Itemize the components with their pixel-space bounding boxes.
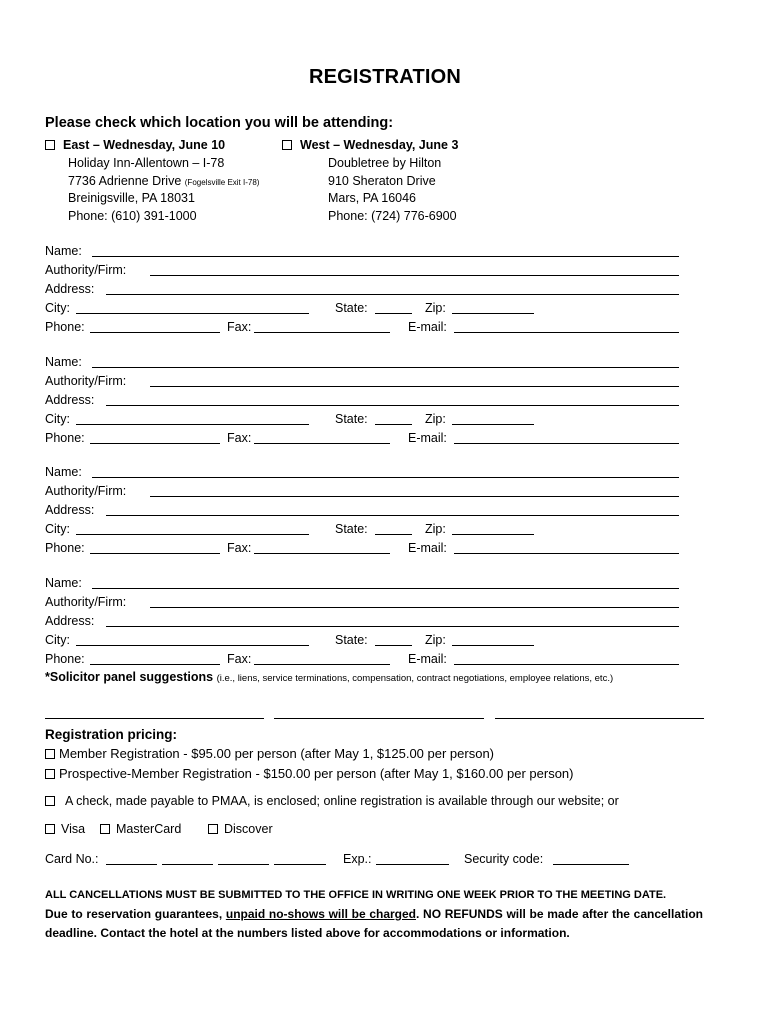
phone-field[interactable] [90, 443, 220, 444]
east-city: Breinigsville, PA 18031 [68, 191, 195, 205]
form-row [0, 574, 770, 592]
form-row [0, 299, 770, 317]
address-field[interactable] [106, 405, 679, 406]
prospective-registration-option[interactable] [45, 766, 573, 781]
west-street: 910 Sheraton Drive [328, 174, 436, 188]
zip-field[interactable] [452, 313, 534, 314]
phone-field[interactable] [90, 664, 220, 665]
authority-label: Authority/Firm: [45, 595, 127, 609]
name-label: Name: [45, 244, 82, 258]
card-no-label: Card No.: [45, 852, 99, 866]
check-payment-option[interactable] [45, 794, 619, 808]
mastercard-option[interactable] [100, 822, 181, 836]
email-label: E-mail: [408, 320, 447, 334]
east-street [68, 173, 259, 191]
west-location-option[interactable] [282, 137, 458, 154]
zip-label: Zip: [425, 412, 446, 426]
card-no-field-4[interactable] [274, 864, 326, 865]
email-label: E-mail: [408, 431, 447, 445]
authority-label: Authority/Firm: [45, 263, 127, 277]
form-row [0, 391, 770, 409]
state-field[interactable] [375, 313, 412, 314]
pricing-heading: Registration pricing: [45, 727, 178, 742]
address-label: Address: [45, 393, 95, 407]
west-phone: Phone: (724) 776-6900 [328, 209, 457, 223]
state-label: State: [335, 522, 368, 536]
authority-label: Authority/Firm: [45, 374, 127, 388]
authority-field[interactable] [150, 275, 679, 276]
form-row [0, 463, 770, 481]
city-field[interactable] [76, 534, 309, 535]
east-phone: Phone: (610) 391-1000 [68, 209, 197, 223]
form-row [0, 482, 770, 500]
address-label: Address: [45, 503, 95, 517]
form-row [0, 280, 770, 298]
solicitor-label: *Solicitor panel suggestions [45, 670, 214, 684]
city-label: City: [45, 633, 70, 647]
fax-field[interactable] [254, 553, 390, 554]
city-label: City: [45, 301, 70, 315]
authority-field[interactable] [150, 386, 679, 387]
form-row [0, 429, 770, 447]
phone-field[interactable] [90, 332, 220, 333]
fax-label: Fax: [227, 320, 252, 334]
east-street-text: 7736 Adrienne Drive [68, 174, 182, 188]
email-label: E-mail: [408, 541, 447, 555]
west-city: Mars, PA 16046 [328, 191, 417, 205]
phone-label: Phone: [45, 431, 85, 445]
form-row [0, 539, 770, 557]
phone-label: Phone: [45, 320, 85, 334]
east-location-option[interactable] [45, 137, 225, 154]
form-row [0, 520, 770, 538]
city-label: City: [45, 522, 70, 536]
fax-field[interactable] [254, 664, 390, 665]
zip-label: Zip: [425, 301, 446, 315]
suggestion-line-2[interactable] [274, 718, 484, 719]
email-field[interactable] [454, 443, 679, 444]
security-code-label: Security code: [464, 852, 544, 866]
card-row [0, 850, 770, 868]
form-row [0, 631, 770, 649]
form-row [0, 353, 770, 371]
city-field[interactable] [76, 424, 309, 425]
email-field[interactable] [454, 664, 679, 665]
member-registration-option[interactable] [45, 746, 494, 761]
suggestion-line-1[interactable] [45, 718, 264, 719]
name-field[interactable] [92, 477, 679, 478]
address-field[interactable] [106, 626, 679, 627]
member-label: Member Registration - $95.00 per person (after May 1, $125.00 per person) [59, 746, 495, 761]
check-checkbox[interactable] [45, 796, 55, 806]
security-code-field[interactable] [553, 864, 629, 865]
card-no-field-2[interactable] [162, 864, 213, 865]
visa-checkbox[interactable] [45, 824, 55, 834]
page-title: REGISTRATION [308, 66, 462, 88]
email-field[interactable] [454, 332, 679, 333]
zip-field[interactable] [452, 645, 534, 646]
address-label: Address: [45, 614, 95, 628]
discover-option[interactable] [208, 822, 273, 836]
city-field[interactable] [76, 645, 309, 646]
state-label: State: [335, 301, 368, 315]
form-row [0, 501, 770, 519]
zip-label: Zip: [425, 522, 446, 536]
visa-option[interactable] [45, 822, 85, 836]
location-prompt: Please check which location you will be attending: [45, 115, 394, 131]
zip-field[interactable] [452, 424, 534, 425]
city-field[interactable] [76, 313, 309, 314]
state-label: State: [335, 412, 368, 426]
cancellation-notice: ALL CANCELLATIONS MUST BE SUBMITTED TO THE OFFICE IN WRITING ONE WEEK PRIOR TO THE MEETING DATE. [45, 889, 667, 901]
no-show-charge-text: unpaid no-shows will be charged [225, 907, 417, 921]
east-checkbox[interactable] [45, 140, 55, 150]
fax-field[interactable] [254, 332, 390, 333]
form-row [0, 593, 770, 611]
card-no-field-3[interactable] [218, 864, 269, 865]
solicitor-suggestions [45, 670, 613, 684]
exp-label: Exp.: [343, 852, 372, 866]
west-heading: West – Wednesday, June 3 [300, 138, 459, 152]
east-venue: Holiday Inn-Allentown – I-78 [68, 156, 225, 170]
west-venue: Doubletree by Hilton [328, 156, 442, 170]
cancellation-policy [45, 905, 703, 944]
authority-label: Authority/Firm: [45, 484, 127, 498]
form-row [0, 650, 770, 668]
discover-checkbox[interactable] [208, 824, 218, 834]
phone-label: Phone: [45, 541, 85, 555]
name-field[interactable] [92, 367, 679, 368]
name-label: Name: [45, 576, 82, 590]
address-field[interactable] [106, 294, 679, 295]
mastercard-label: MasterCard [116, 822, 182, 836]
form-row [0, 372, 770, 390]
fax-label: Fax: [227, 431, 252, 445]
member-checkbox[interactable] [45, 749, 55, 759]
fax-field[interactable] [254, 443, 390, 444]
mastercard-checkbox[interactable] [100, 824, 110, 834]
card-no-field-1[interactable] [106, 864, 157, 865]
name-label: Name: [45, 355, 82, 369]
suggestion-line-3[interactable] [495, 718, 704, 719]
cancellation-part-b: . NO REFUNDS will be made after the cancellation deadline. Contact the hotel at the numbers listed above for accommodations or information. [45, 907, 704, 941]
form-row [0, 410, 770, 428]
state-field[interactable] [375, 424, 412, 425]
prospective-label: Prospective-Member Registration - $150.00 per person (after May 1, $160.00 per person) [59, 766, 574, 781]
east-street-note: (Fogelsville Exit I-78) [184, 178, 260, 187]
prospective-checkbox[interactable] [45, 769, 55, 779]
visa-label: Visa [61, 822, 86, 836]
name-field[interactable] [92, 256, 679, 257]
city-label: City: [45, 412, 70, 426]
form-row [0, 261, 770, 279]
zip-field[interactable] [452, 534, 534, 535]
name-label: Name: [45, 465, 82, 479]
phone-field[interactable] [90, 553, 220, 554]
phone-label: Phone: [45, 652, 85, 666]
exp-field[interactable] [376, 864, 449, 865]
authority-field[interactable] [150, 496, 679, 497]
west-checkbox[interactable] [282, 140, 292, 150]
state-field[interactable] [375, 534, 412, 535]
state-field[interactable] [375, 645, 412, 646]
cancellation-part-a: Due to reservation guarantees, [45, 907, 226, 921]
authority-field[interactable] [150, 607, 679, 608]
name-field[interactable] [92, 588, 679, 589]
solicitor-note: (i.e., liens, service terminations, compensation, contract negotiations, employee relations, etc.) [216, 673, 614, 684]
fax-label: Fax: [227, 541, 252, 555]
check-label: A check, made payable to PMAA, is enclosed; online registration is available through our website; or [65, 794, 619, 808]
east-heading: East – Wednesday, June 10 [63, 138, 226, 152]
email-label: E-mail: [408, 652, 447, 666]
form-row [0, 318, 770, 336]
email-field[interactable] [454, 553, 679, 554]
zip-label: Zip: [425, 633, 446, 647]
discover-label: Discover [224, 822, 273, 836]
state-label: State: [335, 633, 368, 647]
address-field[interactable] [106, 515, 679, 516]
address-label: Address: [45, 282, 95, 296]
form-row [0, 242, 770, 260]
form-row [0, 612, 770, 630]
fax-label: Fax: [227, 652, 252, 666]
